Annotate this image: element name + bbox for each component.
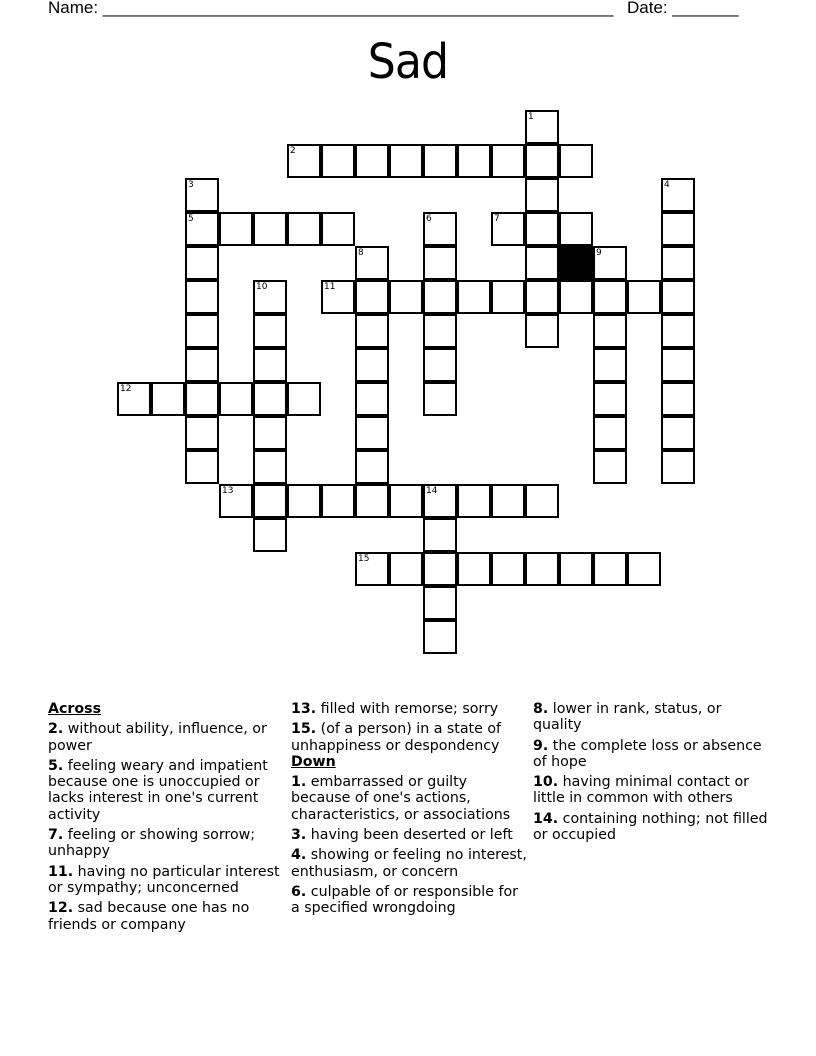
grid-cell[interactable] xyxy=(253,416,287,450)
grid-cell[interactable] xyxy=(457,144,491,178)
grid-cell[interactable] xyxy=(287,212,321,246)
grid-cell[interactable] xyxy=(117,382,151,416)
clue-number: 5. xyxy=(48,757,64,774)
grid-cell[interactable] xyxy=(253,382,287,416)
clues-column-2 xyxy=(291,701,527,921)
grid-cell[interactable] xyxy=(661,382,695,416)
grid-cell[interactable] xyxy=(457,484,491,518)
clue-text: filled with remorse; sorry xyxy=(320,701,499,717)
clue-across-11 xyxy=(48,864,284,897)
grid-cell[interactable] xyxy=(321,484,355,518)
clue-text: embarrassed or guilty because of one's actions, characteristics, or associations xyxy=(291,774,511,823)
clue-across-13 xyxy=(291,701,527,717)
grid-cell[interactable] xyxy=(593,416,627,450)
grid-cell[interactable] xyxy=(525,552,559,586)
clue-text: feeling weary and impatient because one is unoccupied or lacks interest in one's current activity xyxy=(48,757,268,823)
grid-cell[interactable] xyxy=(661,212,695,246)
grid-cell[interactable] xyxy=(219,484,253,518)
clue-text: showing or feeling no interest, enthusiasm, or concern xyxy=(291,847,527,880)
clue-number: 4. xyxy=(291,847,307,864)
grid-cell[interactable] xyxy=(423,552,457,586)
grid-cell[interactable] xyxy=(355,450,389,484)
grid-cell[interactable] xyxy=(661,280,695,314)
cell-number: 14 xyxy=(426,486,438,496)
grid-cell[interactable] xyxy=(253,484,287,518)
grid-cell[interactable] xyxy=(525,280,559,314)
clue-text: having been deserted or left xyxy=(310,827,513,844)
clue-number: 14. xyxy=(533,810,559,827)
clue-across-7 xyxy=(48,827,284,860)
grid-cell[interactable] xyxy=(525,178,559,212)
grid-cell[interactable] xyxy=(423,382,457,416)
clues-column-1 xyxy=(48,701,284,937)
clue-text: (of a person) in a state of unhappiness or despondency xyxy=(291,721,502,754)
grid-cell[interactable] xyxy=(423,518,457,552)
grid-cell[interactable] xyxy=(423,484,457,518)
grid-cell[interactable] xyxy=(423,280,457,314)
grid-cell[interactable] xyxy=(185,450,219,484)
cell-number: 2 xyxy=(290,146,296,156)
clue-down-8 xyxy=(533,701,769,734)
clue-text: containing nothing; not filled or occupied xyxy=(533,810,768,844)
grid-cell[interactable] xyxy=(423,212,457,246)
grid-cell[interactable] xyxy=(321,212,355,246)
grid-cell[interactable] xyxy=(253,314,287,348)
clues-column-3 xyxy=(533,701,769,847)
grid-cell[interactable] xyxy=(661,416,695,450)
grid-cell[interactable] xyxy=(355,144,389,178)
grid-cell[interactable] xyxy=(525,110,559,144)
grid-cell[interactable] xyxy=(627,552,661,586)
grid-cell[interactable] xyxy=(287,484,321,518)
clue-text: the complete loss or absence of hope xyxy=(533,737,762,770)
grid-cell[interactable] xyxy=(661,178,695,212)
clue-number: 15. xyxy=(291,721,317,738)
grid-cell[interactable] xyxy=(185,212,219,246)
cell-number: 10 xyxy=(256,282,268,292)
clue-text: without ability, influence, or power xyxy=(48,721,267,754)
clue-text: having minimal contact or little in common with others xyxy=(533,774,749,807)
grid-cell[interactable] xyxy=(287,144,321,178)
grid-cell[interactable] xyxy=(185,246,219,280)
grid-cell[interactable] xyxy=(253,280,287,314)
cell-number: 5 xyxy=(188,214,194,224)
grid-cell[interactable] xyxy=(355,280,389,314)
grid-cell[interactable] xyxy=(491,212,525,246)
clue-number: 3. xyxy=(291,827,307,844)
grid-cell[interactable] xyxy=(661,246,695,280)
grid-cell[interactable] xyxy=(593,280,627,314)
grid-cell[interactable] xyxy=(593,348,627,382)
grid-cell[interactable] xyxy=(389,552,423,586)
grid-cell[interactable] xyxy=(661,348,695,382)
grid-cell[interactable] xyxy=(593,314,627,348)
grid-cell[interactable] xyxy=(627,280,661,314)
grid-cell[interactable] xyxy=(593,382,627,416)
grid-cell[interactable] xyxy=(525,144,559,178)
grid-cell[interactable] xyxy=(559,212,593,246)
clue-text: culpable of or responsible for a specified wrongdoing xyxy=(291,883,518,917)
grid-cell[interactable] xyxy=(355,348,389,382)
clue-text: having no particular interest or sympathy; unconcerned xyxy=(48,863,280,896)
cell-number: 11 xyxy=(324,282,336,292)
down-heading: Down xyxy=(291,753,336,770)
cell-number: 9 xyxy=(596,248,602,258)
black-cell xyxy=(559,246,593,280)
grid-cell[interactable] xyxy=(423,314,457,348)
cell-number: 15 xyxy=(358,554,370,564)
grid-cell[interactable] xyxy=(185,314,219,348)
grid-cell[interactable] xyxy=(525,246,559,280)
grid-cell[interactable] xyxy=(525,484,559,518)
clue-number: 2. xyxy=(48,721,64,738)
grid-cell[interactable] xyxy=(593,246,627,280)
grid-cell[interactable] xyxy=(423,586,457,620)
grid-cell[interactable] xyxy=(185,416,219,450)
grid-cell[interactable] xyxy=(219,212,253,246)
clue-number: 13. xyxy=(291,701,317,717)
cell-number: 6 xyxy=(426,214,432,224)
grid-cell[interactable] xyxy=(253,212,287,246)
clue-text: feeling or showing sorrow; unhappy xyxy=(48,827,256,860)
grid-cell[interactable] xyxy=(253,348,287,382)
clue-across-2 xyxy=(48,721,284,754)
cell-number: 1 xyxy=(528,112,534,122)
clue-down-1 xyxy=(291,774,527,823)
grid-cell[interactable] xyxy=(593,450,627,484)
clue-down-4 xyxy=(291,847,527,880)
cell-number: 12 xyxy=(120,384,132,394)
grid-cell[interactable] xyxy=(219,382,253,416)
grid-cell[interactable] xyxy=(423,246,457,280)
cell-number: 4 xyxy=(664,180,670,190)
clue-number: 12. xyxy=(48,900,74,917)
grid-cell[interactable] xyxy=(525,314,559,348)
clue-number: 9. xyxy=(533,737,549,754)
grid-cell[interactable] xyxy=(355,382,389,416)
grid-cell[interactable] xyxy=(559,144,593,178)
grid-cell[interactable] xyxy=(423,348,457,382)
cell-number: 8 xyxy=(358,248,364,258)
grid-cell[interactable] xyxy=(321,280,355,314)
clue-down-10 xyxy=(533,774,769,807)
grid-cell[interactable] xyxy=(525,212,559,246)
grid-cell[interactable] xyxy=(151,382,185,416)
clue-down-6 xyxy=(291,884,527,917)
clue-across-5 xyxy=(48,758,284,823)
cell-number: 7 xyxy=(494,214,500,224)
grid-cell[interactable] xyxy=(491,280,525,314)
name-field-label[interactable]: Name: ______________________________________________________ xyxy=(48,0,614,17)
clue-text: sad because one has no friends or company xyxy=(48,900,250,933)
across-heading: Across xyxy=(48,701,102,717)
grid-cell[interactable] xyxy=(355,246,389,280)
grid-cell[interactable] xyxy=(185,348,219,382)
grid-cell[interactable] xyxy=(389,280,423,314)
clue-number: 10. xyxy=(533,774,559,791)
grid-cell[interactable] xyxy=(253,450,287,484)
puzzle-title: Sad xyxy=(367,34,449,90)
grid-cell[interactable] xyxy=(355,484,389,518)
grid-cell[interactable] xyxy=(423,144,457,178)
clue-number: 6. xyxy=(291,883,307,900)
grid-cell[interactable] xyxy=(491,144,525,178)
clue-down-3 xyxy=(291,827,527,843)
clue-number: 8. xyxy=(533,701,549,717)
grid-cell[interactable] xyxy=(321,144,355,178)
grid-cell[interactable] xyxy=(491,552,525,586)
grid-cell[interactable] xyxy=(559,280,593,314)
cell-number: 13 xyxy=(222,486,234,496)
clue-number: 7. xyxy=(48,827,64,844)
grid-cell[interactable] xyxy=(185,382,219,416)
clue-across-15 xyxy=(291,721,527,754)
grid-cell[interactable] xyxy=(355,552,389,586)
grid-cell[interactable] xyxy=(661,314,695,348)
grid-cell[interactable] xyxy=(593,552,627,586)
grid-cell[interactable] xyxy=(457,280,491,314)
grid-cell[interactable] xyxy=(661,450,695,484)
clue-text: lower in rank, status, or quality xyxy=(533,701,722,734)
grid-cell[interactable] xyxy=(491,484,525,518)
cell-number: 3 xyxy=(188,180,194,190)
grid-cell[interactable] xyxy=(253,518,287,552)
grid-cell[interactable] xyxy=(287,382,321,416)
grid-cell[interactable] xyxy=(185,178,219,212)
clue-number: 11. xyxy=(48,863,74,880)
grid-cell[interactable] xyxy=(355,416,389,450)
grid-cell[interactable] xyxy=(185,280,219,314)
grid-cell[interactable] xyxy=(559,552,593,586)
date-field-label[interactable]: Date: _______ xyxy=(627,0,739,17)
clue-across-12 xyxy=(48,900,284,933)
clue-number: 1. xyxy=(291,774,307,791)
grid-cell[interactable] xyxy=(355,314,389,348)
clue-down-9 xyxy=(533,738,769,771)
grid-cell[interactable] xyxy=(423,620,457,654)
grid-cell[interactable] xyxy=(457,552,491,586)
grid-cell[interactable] xyxy=(389,144,423,178)
grid-cell[interactable] xyxy=(389,484,423,518)
clue-down-14 xyxy=(533,811,769,844)
